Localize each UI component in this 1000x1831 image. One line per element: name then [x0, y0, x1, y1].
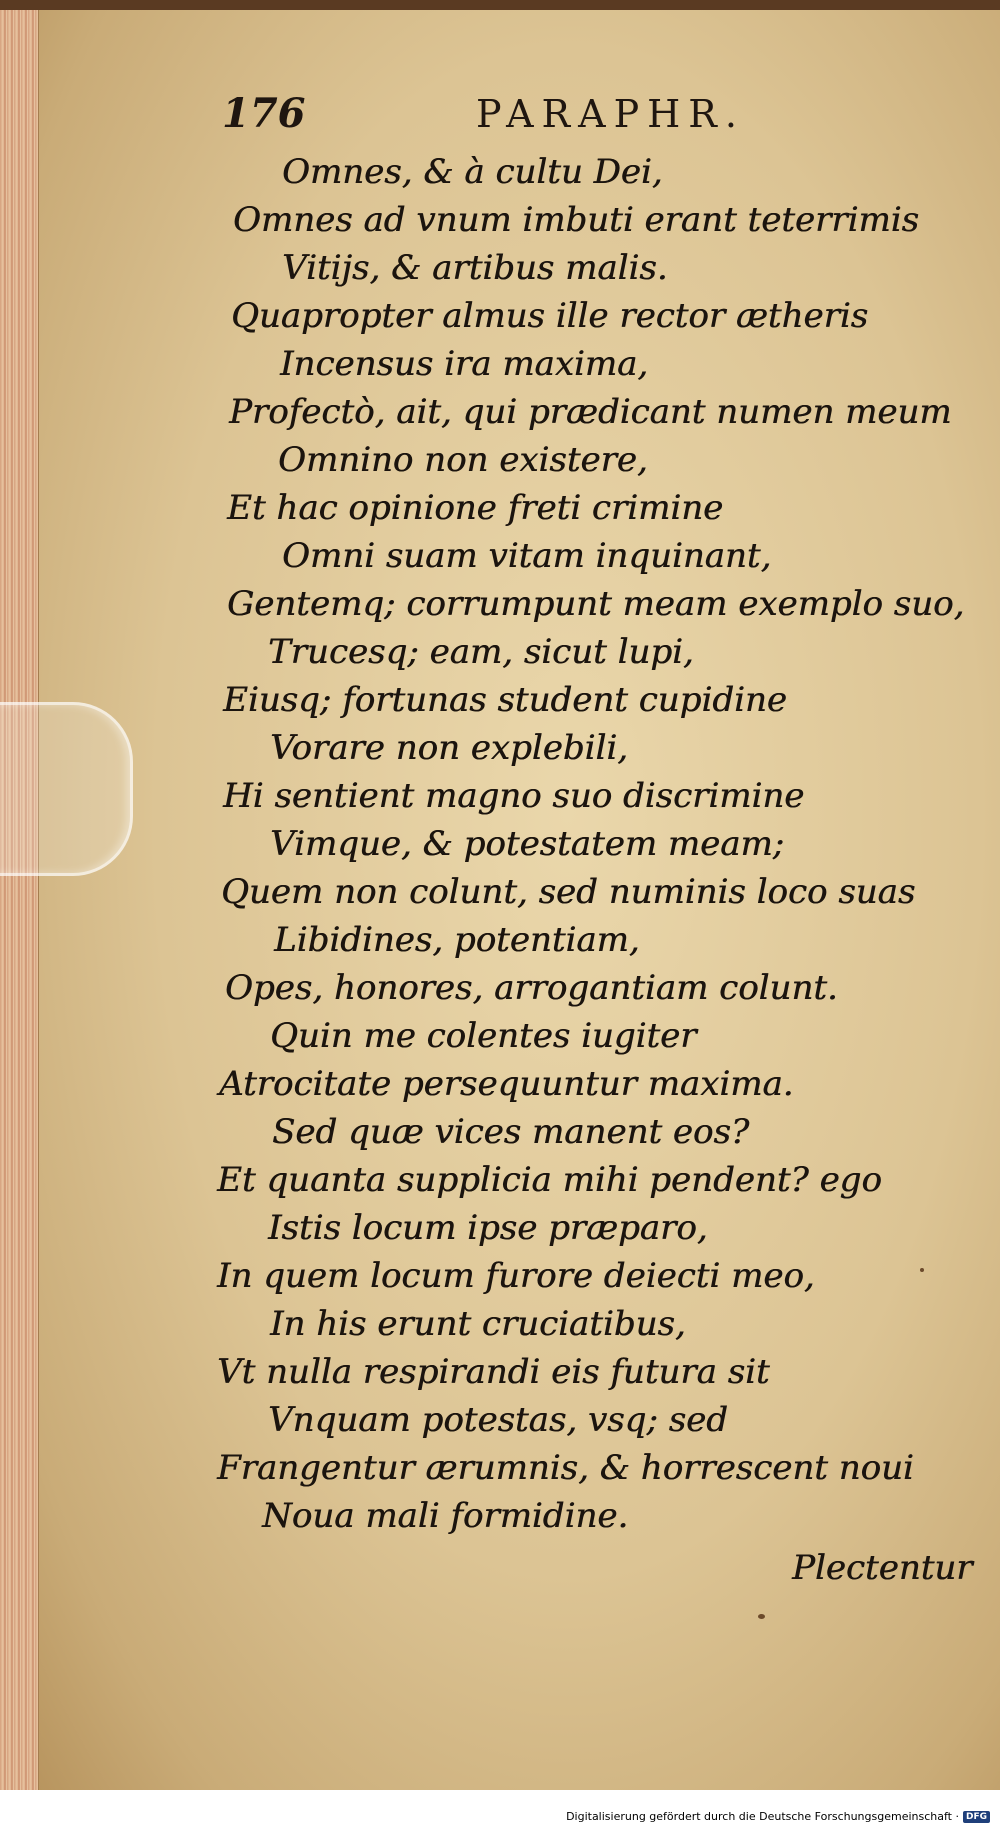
verse-line: Omnes, & à cultu Dei,	[282, 152, 663, 192]
verse-line: Omni suam vitam inquinant,	[282, 536, 772, 576]
paper-clip	[0, 702, 133, 876]
funding-credit	[566, 1810, 990, 1823]
verse-line: Quapropter almus ille rector ætheris	[231, 296, 869, 336]
page-header	[222, 90, 942, 150]
verse-line: Et hac opinione freti crimine	[227, 488, 724, 528]
verse-line: Opes, honores, arrogantiam colunt.	[225, 968, 838, 1008]
credit-text: Digitalisierung gefördert durch die Deutsche Forschungsgemeinschaft ·	[566, 1810, 959, 1823]
verse-line: In quem locum furore deiecti meo,	[217, 1256, 815, 1296]
running-head: PARAPHR.	[476, 92, 745, 136]
verse-line: Et quanta supplicia mihi pendent? ego	[217, 1160, 882, 1200]
verse-line: Quem non colunt, sed numinis loco suas	[221, 872, 916, 912]
verse-line: Libidines, potentiam,	[274, 920, 640, 960]
ink-speck	[758, 1614, 765, 1619]
verse-line: Istis locum ipse præparo,	[268, 1208, 708, 1248]
verse-line: Gentemq; corrumpunt meam exemplo suo,	[227, 584, 965, 624]
verse-line: Frangentur ærumnis, & horrescent noui	[217, 1448, 914, 1488]
verse-line: Incensus ira maxima,	[280, 344, 649, 384]
verse-line: In his erunt cruciatibus,	[270, 1304, 686, 1344]
verse-line: Vitijs, & artibus malis.	[282, 248, 668, 288]
page-edge	[0, 10, 40, 1790]
verse-line: Omnino non existere,	[278, 440, 648, 480]
verse-line: Noua mali formidine.	[262, 1496, 629, 1536]
verse-line: Atrocitate persequuntur maxima.	[219, 1064, 794, 1104]
verse-line: Trucesq; eam, sicut lupi,	[268, 632, 694, 672]
verse-line: Quin me colentes iugiter	[270, 1016, 697, 1056]
verse-line: Vorare non explebili,	[270, 728, 628, 768]
verse-line: Omnes ad vnum imbuti erant teterrimis	[233, 200, 919, 240]
verse-line: Eiusq; fortunas student cupidine	[223, 680, 787, 720]
verse-line: Vt nulla respirandi eis futura sit	[217, 1352, 770, 1392]
page-number: 176	[222, 90, 306, 137]
catchword: Plectentur	[792, 1548, 973, 1588]
verse-line: Sed quæ vices manent eos?	[272, 1112, 750, 1152]
verse-line: Profectò, ait, qui prædicant numen meum	[229, 392, 952, 432]
ink-speck	[920, 1268, 924, 1272]
verse-line: Hi sentient magno suo discrimine	[223, 776, 805, 816]
dfg-logo: DFG	[963, 1811, 990, 1823]
verse-line: Vimque, & potestatem meam;	[270, 824, 785, 864]
verse-line: Vnquam potestas, vsq; sed	[268, 1400, 728, 1440]
